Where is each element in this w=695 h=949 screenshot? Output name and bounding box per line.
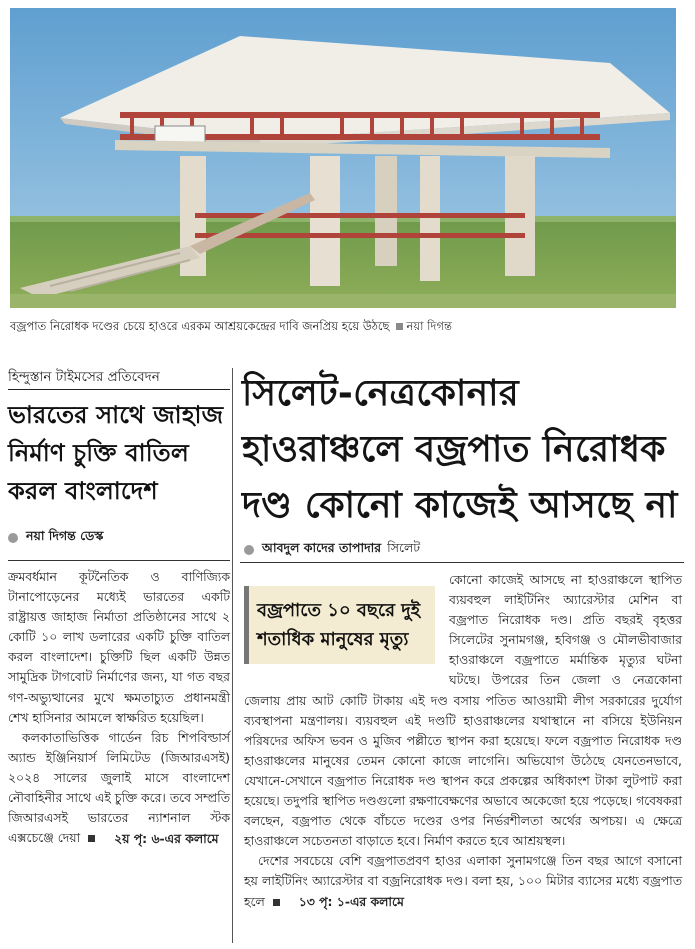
caption-credit: নয়া দিগন্ত [406, 319, 452, 333]
news-photo [10, 8, 676, 308]
side-story-byline [8, 528, 230, 548]
side-story-paragraph-2-text: কলকাতাভিত্তিক গার্ডেন রিচ শিপবিল্ডার্স অ্যান্ড ইঞ্জিনিয়ার্স লিমিটেড (জিআরএসই) ২০২৪ সালের জুলাই মাসে বাংলাদেশ নৌবাহিনীর সাথে এই চুক্তি করে। তবে সম্প্রতি জিআরএসই ভারতের ন্যাশনাল স্টক এক্সচেঞ্জে দেয়া [8, 729, 230, 846]
side-story-body [8, 567, 230, 849]
side-story-paragraph-2 [8, 728, 230, 849]
shelter-tower-photo-icon [10, 8, 676, 308]
main-headline: সিলেট-নেত্রকোনার হাওরাঞ্চলে বজ্রপাত নিরোধক দণ্ড কোনো কাজেই আসছে না [242, 373, 678, 526]
caption-text: বজ্রপাত নিরোধক দণ্ডের চেয়ে হাওরে এরকম আশ্রয়কেন্দ্রের দাবি জনপ্রিয় হয়ে উঠছে [10, 319, 390, 333]
photo-caption [10, 318, 680, 334]
continued-square-icon [88, 835, 95, 842]
side-story-kicker: হিন্দুস্তান টাইমসের প্রতিবেদন [8, 368, 230, 390]
main-byline-name: আবদুল কাদের তাপাদার [262, 540, 382, 555]
side-story-byline-text: নয়া দিগন্ত ডেস্ক [26, 528, 104, 543]
continued-square-icon [273, 899, 280, 906]
side-story-paragraph: ক্রমবর্ধমান কূটনৈতিক ও বাণিজ্যিক টানাপোড়েনের মধ্যেই ভারতের একটি রাষ্ট্রায়ত্ত জাহাজ নির্মাতা প্রতিষ্ঠানের সাথে ২ কোটি ১০ লাখ ডলারের একটি চুক্তি বাতিল করল বাংলাদেশ। চুক্তিটি ছিল একটি উন্নত সামুদ্রিক টাগবোট নির্মাণের জন্য, যা গত বছর গণ-অভ্যুত্থানের মুখে ক্ষমতাচ্যুত প্রধানমন্ত্রী শেখ হাসিনার আমলে স্বাক্ষরিত হয়েছিল। [8, 569, 230, 725]
separator-square-icon [396, 323, 403, 330]
main-story-continued-text: ১৩ পৃ: ১-এর কলামে [298, 893, 404, 909]
side-story-headline: ভারতের সাথে জাহাজ নির্মাণ চুক্তি বাতিল করল বাংলাদেশ [8, 401, 224, 505]
divider [8, 560, 230, 561]
bullet-dot-icon [244, 545, 254, 555]
main-story-continued [269, 892, 404, 912]
main-byline-place: সিলেট [387, 540, 421, 555]
main-story-body [244, 570, 682, 912]
main-story-paragraph-2-text: দেশের সবচেয়ে বেশি বজ্রপাতপ্রবণ হাওর এলাকা সুনামগঞ্জে তিন বছর আগে বসানো হয় লাইটিনিং অ্যারেস্টার বা বজ্রনিরোধক দণ্ড। বলা হয়, ১০০ মিটার ব্যাসের মধ্যে বজ্রপাত হলে [244, 853, 682, 909]
main-story-paragraph: কোনো কাজেই আসছে না হাওরাঞ্চলে স্থাপিত ব্যয়বহুল লাইটিনিং অ্যারেস্টার মেশিন বা বজ্রপাত নিরোধক দণ্ড। প্রতি বছরই বৃহত্তর সিলেটের সুনামগঞ্জ, হবিগঞ্জ ও মৌলভীবাজার হাওরাঞ্চলে বজ্রপাতে মর্মান্তিক মৃত্যুর ঘটনা ঘটছে। উপরের তিন জেলা ও নেত্রকোনা জেলায় প্রায় আট কোটি টাকায় এই দণ্ড বসায় পতিত আওয়ামী লীগ সরকারের দুর্যোগ ব্যবস্থাপনা মন্ত্রণালয়। ব্যয়বহুল এই দণ্ডটি হাওরাঞ্চলের যথাস্থানে না বসিয়ে ইউনিয়ন পরিষদের অফিস ভবন ও মুজিব পল্লীতে স্থাপন করা হয়েছে। ফলে বজ্রপাত নিরোধক দণ্ড হাওরাঞ্চলের মানুষের তেমন কোনো কাজে লাগেনি। অভিযোগ উঠেছে যেনতেনভাবে, যেখানে-সেখানে বজ্রপাত নিরোধক দণ্ড স্থাপন করে প্রকল্পের অধিকাংশ টাকা লুটপাট করা হয়েছে। তদুপরি স্থাপিত দণ্ডগুলো রক্ষণাবেক্ষণের অভাবে অকেজো হয়ে পড়েছে। গবেষকরা বলছেন, বজ্রপাত থেকে বাঁচতে দণ্ডের ওপর নির্ভরশীলতা অর্থের অপচয়। এ ক্ষেত্রে হাওরাঞ্চলে সচেতনতা বাড়াতে হবে। নির্মাণ করতে হবে আশ্রয়স্থল। [244, 572, 682, 849]
main-story-paragraph-2 [244, 851, 682, 912]
pull-quote: বজ্রপাতে ১০ বছরে দুই শতাধিক মানুষের মৃত্যু [244, 586, 435, 664]
main-byline [244, 540, 420, 560]
side-story-continued-text: ২য় পৃ: ৬-এর কলামে [114, 830, 219, 846]
side-story-continued [84, 829, 218, 849]
bullet-dot-icon [8, 533, 18, 543]
divider [240, 562, 684, 563]
column-divider [232, 368, 233, 943]
side-story [8, 368, 230, 849]
